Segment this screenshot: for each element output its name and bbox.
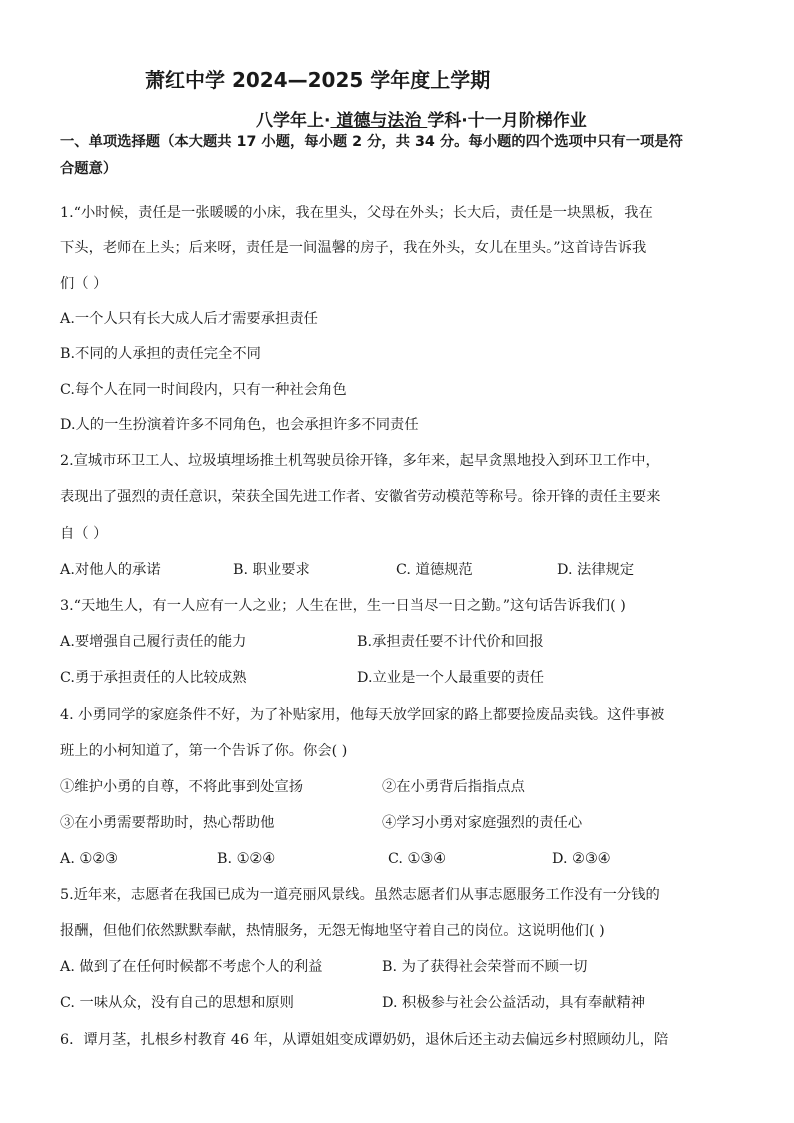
q4-item-3: ③在小勇需要帮助时，热心帮助他	[60, 815, 275, 831]
q1-stem-line3: 们（ ）	[60, 276, 108, 292]
q1-option-c: C.每个人在同一时间段内，只有一种社会角色	[60, 382, 347, 398]
q5-stem-line2: 报酬，但他们依然默默奉献，热情服务，无怨无悔地坚守着自己的岗位。这说明他们( )	[60, 923, 605, 939]
q2-stem-line3: 自（ ）	[60, 526, 108, 542]
q2-option-c: C. 道德规范	[396, 562, 473, 578]
q3-option-c: C.勇于承担责任的人比较成熟	[60, 670, 247, 686]
q2-option-a: A.对他人的承诺	[60, 562, 161, 578]
q2-stem-line1: 2.宣城市环卫工人、垃圾填埋场推土机驾驶员徐开锋，多年来，起早贪黑地投入到环卫工作中，	[60, 453, 660, 469]
q1-stem-line1: 1.“小时候，责任是一张暖暖的小床，我在里头，父母在外头；长大后，责任是一块黑板，我在	[60, 205, 653, 221]
q1-option-d: D.人的一生扮演着许多不同角色，也会承担许多不同责任	[60, 417, 419, 433]
q1-stem-line2: 下头，老师在上头；后来呀，责任是一间温馨的房子，我在外头，女儿在里头。”这首诗告诉我	[60, 240, 647, 256]
q4-option-c: C. ①③④	[388, 851, 446, 867]
subtitle-suffix: 学科·十一月阶梯作业	[427, 111, 587, 131]
q6-stem-line1: 6．谭月茎，扎根乡村教育 46 年，从谭姐姐变成谭奶奶，退休后还主动去偏远乡村照顾幼儿，陪	[60, 1032, 669, 1048]
q5-stem-line1: 5.近年来，志愿者在我国已成为一道亮丽风景线。虽然志愿者们从事志愿服务工作没有一分钱的	[60, 887, 660, 903]
q4-stem-line2: 班上的小柯知道了，第一个告诉了你。你会( )	[60, 743, 348, 759]
q1-option-a: A.一个人只有长大成人后才需要承担责任	[60, 311, 318, 327]
subtitle-subject: 道德与法治	[330, 111, 428, 131]
subtitle-prefix: 八学年上·	[256, 111, 331, 131]
q2-option-d: D. 法律规定	[557, 562, 635, 578]
q5-option-c: C. 一味从众，没有自己的思想和原则	[60, 995, 294, 1011]
q4-item-4: ④学习小勇对家庭强烈的责任心	[382, 815, 583, 831]
school-title: 萧红中学 2024—2025 学年度上学期	[145, 68, 491, 92]
subtitle	[256, 106, 587, 131]
q4-option-d: D. ②③④	[552, 851, 611, 867]
section-heading-cont: 合题意）	[60, 161, 118, 177]
q4-item-1: ①维护小勇的自尊，不将此事到处宣扬	[60, 779, 304, 795]
q5-option-a: A. 做到了在任何时候都不考虑个人的利益	[60, 959, 323, 975]
q2-option-b: B. 职业要求	[233, 562, 310, 578]
q4-option-a: A. ①②③	[60, 851, 118, 867]
q1-option-b: B.不同的人承担的责任完全不同	[60, 346, 261, 362]
q3-option-a: A.要增强自己履行责任的能力	[60, 634, 247, 650]
q4-option-b: B. ①②④	[217, 851, 276, 867]
q5-option-b: B. 为了获得社会荣誉而不顾一切	[382, 959, 588, 975]
section-heading: 一、单项选择题（本大题共 17 小题，每小题 2 分，共 34 分。每小题的四个选项中只有一项是符	[60, 134, 683, 150]
q4-stem-line1: 4. 小勇同学的家庭条件不好，为了补贴家用，他每天放学回家的路上都要捡废品卖钱。这件事被	[60, 707, 665, 723]
q3-option-b: B.承担责任要不计代价和回报	[357, 634, 544, 650]
q3-option-d: D.立业是一个人最重要的责任	[357, 670, 545, 686]
q3-stem-line1: 3.“天地生人，有一人应有一人之业；人生在世，生一日当尽一日之勤。”这句话告诉我们( )	[60, 598, 626, 614]
q5-option-d: D. 积极参与社会公益活动，具有奉献精神	[382, 995, 646, 1011]
q2-stem-line2: 表现出了强烈的责任意识，荣获全国先进工作者、安徽省劳动模范等称号。徐开锋的责任主要来	[60, 489, 661, 505]
q4-item-2: ②在小勇背后指指点点	[382, 779, 525, 795]
